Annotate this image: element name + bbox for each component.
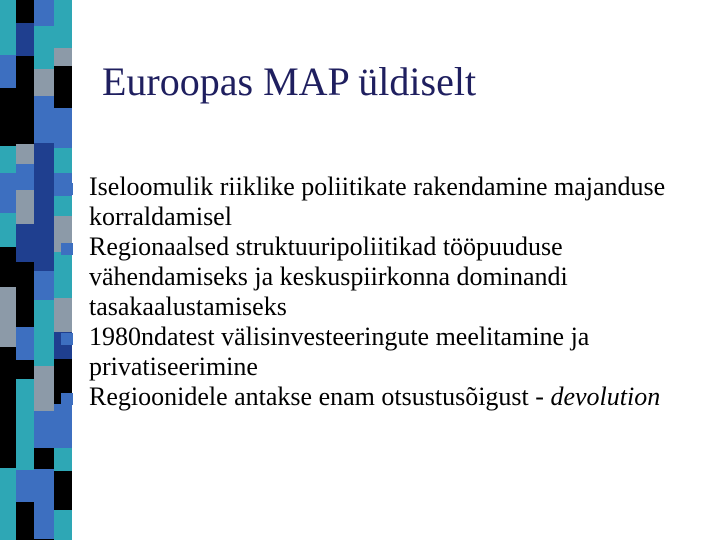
stripe-block — [16, 534, 34, 540]
stripe-block — [54, 108, 72, 148]
stripe-block — [16, 23, 34, 56]
stripe-block — [16, 327, 34, 360]
bullet-item — [60, 382, 710, 412]
stripe-block — [0, 500, 16, 540]
stripe-block — [34, 300, 54, 325]
stripe-block — [0, 173, 16, 213]
stripe-block — [16, 224, 34, 262]
stripe-block — [34, 69, 54, 96]
stripe-block — [16, 0, 34, 23]
stripe-block — [54, 448, 72, 471]
stripe-block — [0, 324, 16, 347]
stripe-block — [0, 88, 16, 108]
stripe-block — [34, 96, 54, 143]
square-bullet-icon — [61, 393, 73, 405]
stripe-block — [16, 144, 34, 164]
stripe-block — [0, 146, 16, 173]
stripe-block — [34, 192, 54, 235]
bullet-text: 1980ndatest välisinvesteeringute meelitamine ja privatiseerimine — [89, 322, 590, 381]
stripe-block — [34, 448, 54, 469]
bullet-list — [60, 172, 710, 412]
stripe-block — [34, 469, 54, 502]
stripe-block — [34, 366, 54, 393]
square-bullet-icon — [61, 333, 73, 345]
bullet-item — [60, 232, 710, 322]
stripe-block — [16, 164, 34, 190]
stripe-block — [34, 393, 54, 411]
stripe-block — [54, 471, 72, 510]
stripe-block — [16, 190, 34, 224]
stripe-block — [16, 379, 34, 420]
stripe-block — [16, 502, 34, 534]
stripe-block — [0, 55, 16, 88]
stripe-block — [34, 26, 54, 69]
stripe-block — [16, 360, 34, 379]
stripe-block — [34, 143, 54, 192]
stripe-block — [0, 0, 16, 34]
stripe-block — [16, 305, 34, 327]
stripe-block — [34, 502, 54, 539]
stripe-block — [16, 420, 34, 470]
stripe-block — [54, 48, 72, 66]
stripe-column — [0, 0, 16, 540]
stripe-block — [16, 470, 34, 502]
stripe-block — [54, 0, 72, 48]
bullet-text-italic: devolution — [550, 382, 661, 411]
bullet-item — [60, 322, 710, 382]
stripe-block — [54, 510, 72, 540]
stripe-block — [0, 396, 16, 418]
stripe-block — [0, 213, 16, 247]
square-bullet-icon — [61, 183, 73, 195]
stripe-block — [0, 108, 16, 146]
stripe-block — [0, 418, 16, 468]
stripe-block — [34, 235, 54, 271]
stripe-block — [0, 468, 16, 500]
stripe-block — [16, 92, 34, 115]
stripe-block — [0, 347, 16, 396]
stripe-block — [0, 287, 16, 324]
stripe-block — [34, 271, 54, 300]
bullet-text: Iseloomulik riiklike poliitikate rakendamine majanduse korraldamisel — [89, 172, 666, 231]
stripe-block — [34, 0, 54, 26]
stripe-block — [16, 56, 34, 92]
stripe-block — [34, 411, 54, 448]
stripe-block — [0, 247, 16, 287]
square-bullet-icon — [61, 243, 73, 255]
stripe-block — [0, 34, 16, 55]
stripe-block — [54, 148, 72, 173]
bullet-text: Regioonidele antakse enam otsustusõigust - — [89, 382, 551, 411]
stripe-block — [16, 115, 34, 144]
stripe-block — [16, 262, 34, 305]
slide-title: Euroopas MAP üldiselt — [102, 59, 477, 104]
stripe-block — [34, 325, 54, 366]
bullet-item — [60, 172, 710, 232]
stripe-block — [54, 66, 72, 108]
stripe-column — [34, 0, 54, 540]
bullet-text: Regionaalsed struktuuripoliitikad tööpuuduse vähendamiseks ja keskuspiirkonna dominandi tasakaalustamiseks — [89, 232, 568, 321]
stripe-column — [16, 0, 34, 540]
